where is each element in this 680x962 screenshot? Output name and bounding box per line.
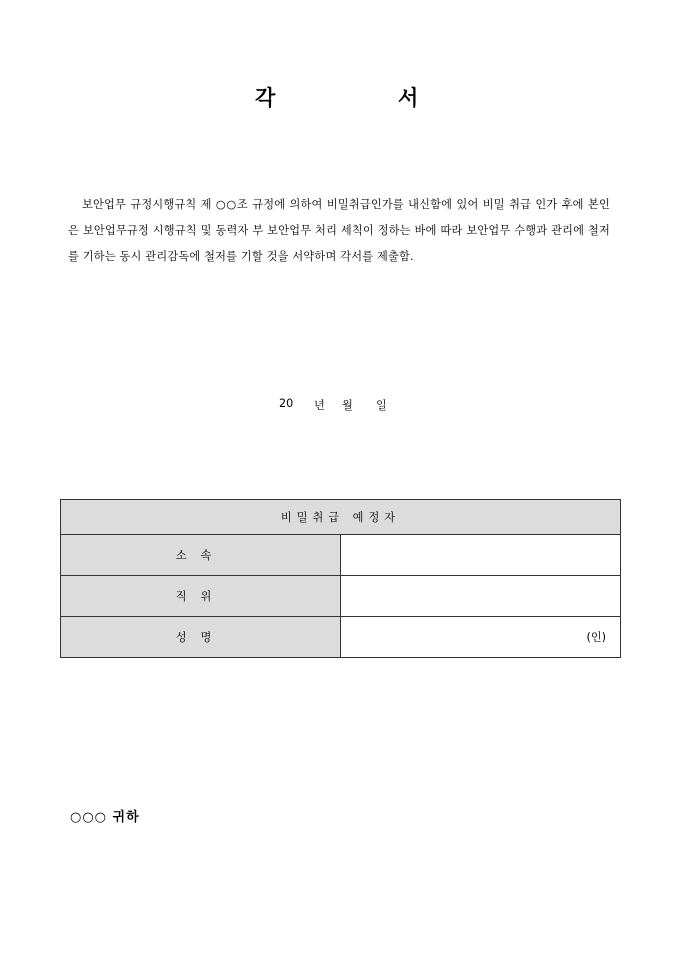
affiliation-label: 소속 bbox=[61, 535, 341, 576]
table-row-position bbox=[61, 576, 621, 617]
table-row-name bbox=[61, 617, 621, 658]
affiliation-field[interactable] bbox=[341, 535, 621, 576]
clearance-candidate-table bbox=[60, 499, 621, 658]
table-header-row bbox=[61, 500, 621, 535]
name-seal-field[interactable]: (인) bbox=[341, 617, 621, 658]
pledge-body-text: 보안업무 규정시행규칙 제 ○○조 규정에 의하여 비밀취급인가를 내신함에 있어 비밀 취급 인가 후에 본인은 보안업무규정 시행규칙 및 동력자 부 보안업무 처리 세칙이 정하는 바에 따라 보안업무 수행과 관리에 철저를 기하는 동시 관리감독에 철저를 기할 것을 서약하며 각서를 제출함. bbox=[68, 198, 610, 263]
date-day-unit: 일 bbox=[376, 399, 387, 412]
addressee: ○○○ 귀하 bbox=[70, 810, 140, 825]
title-part-2: 서 bbox=[398, 85, 419, 110]
date-year-unit: 년 bbox=[314, 399, 325, 412]
position-label: 직위 bbox=[61, 576, 341, 617]
date-line bbox=[0, 397, 680, 415]
table-row-affiliation bbox=[61, 535, 621, 576]
name-label: 성명 bbox=[61, 617, 341, 658]
date-month-unit: 월 bbox=[342, 399, 353, 412]
date-year-prefix: 20 bbox=[279, 397, 294, 410]
position-field[interactable] bbox=[341, 576, 621, 617]
document-title bbox=[0, 82, 680, 112]
table-header: 비밀취급 예정자 bbox=[61, 500, 621, 535]
title-part-1: 각 bbox=[255, 85, 276, 110]
